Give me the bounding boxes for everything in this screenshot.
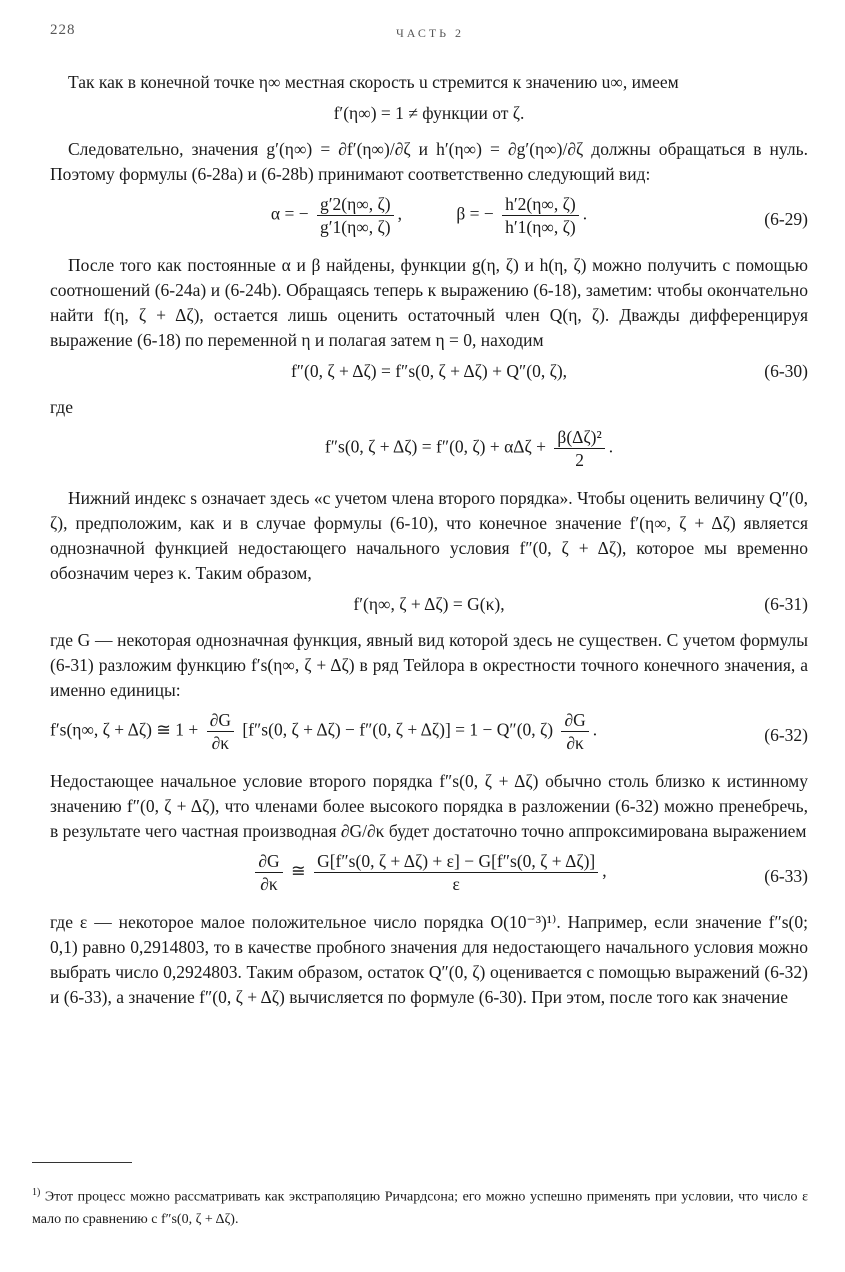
alpha-lhs: α = − [270,203,309,224]
alpha-numerator: g′2(η∞, ζ) [317,193,394,216]
paragraph: Так как в конечной точке η∞ местная скорость u стремится к значению u∞, имеем [68,72,679,92]
equation-number: (6-33) [764,866,808,886]
equation-body: f′s(η∞, ζ + Δζ) ≅ 1 + $\frac{\partial G}{\partial\kappa}$ [f″s(0, ζ + Δζ) − f″(0, ζ + Δζ)] = 1 − Q″(0, ζ) $\frac{\partial G}{\partial\kappa}$ . [50,710,598,753]
eq33-lhs [255,850,282,895]
equation-6-31 [50,592,808,620]
eq32-derivative-2 [561,709,588,754]
equation-body: $\frac{\partial G}{\partial\kappa}$ ≅ $\frac{G[f''s(0, \zeta + \Delta\zeta) + \varepsilon] - G[f''s(0, \zeta + \Delta\zeta)]}{\varepsilon}$ , [251,850,606,895]
paragraph: Нижний индекс s означает здесь «с учетом члена второго порядка». Чтобы оценить величину Q″(0, ζ), предположим, как и в случае формулы (6-10), что конечное значение f′(η∞, ζ + Δζ) является однозначной функцией недостающего начального условия f″(0, ζ + Δζ), которое мы временно обозначим через κ. Таким образом, [50,488,808,583]
equation-number: (6-32) [764,725,808,745]
approx-sign: ≅ [291,860,306,881]
running-title: ЧАСТЬ 2 [395,26,465,40]
equation-6-29 [50,193,808,245]
equation-body: f″s(0, ζ + Δζ) = f″(0, ζ) + αΔζ + $\frac{\text{β(Δζ)²}}{2}$ . [324,427,614,470]
paragraph: где [50,397,73,417]
beta-fraction [502,193,579,238]
eq32-dk: ∂κ [566,733,584,753]
eq32-derivative [207,709,234,754]
alpha-fraction [317,193,394,238]
page-header [0,22,845,46]
footnote-rule [32,1162,132,1163]
footnote-text: Этот процесс можно рассматривать как экстраполяцию Ричардсона; его можно успешно применять при условии, что число ε мало по сравнению с f″s(0, ζ + Δζ). [32,1189,808,1227]
equation-body: α = − $\frac{g'2(\eta\infty, \zeta)}{g'1(\eta\infty, \zeta)}$ , β = − $\frac{h'2(\eta\infty, \zeta)}{h'1(\eta\infty, \zeta)}$ . [270,194,588,237]
alpha-denominator: g′1(η∞, ζ) [319,217,391,237]
paragraph: Недостающее начальное условие второго порядка f″s(0, ζ + Δζ) обычно столь близко к истинному значению f″(0, ζ + Δζ), что членами более высокого порядка в разложении (6-32) можно пренебречь, в результате чего частная производная ∂G/∂κ будет достаточно точно аппроксимирована выражением [50,771,808,841]
equation-body: f″(0, ζ + Δζ) = f″s(0, ζ + Δζ) + Q″(0, ζ), [290,361,568,381]
footnote-mark: 1) [32,1187,41,1198]
equation-6-32 [50,709,808,761]
fs-denominator: 2 [575,450,584,470]
fs-fraction [554,426,604,471]
fs-numerator: β(Δζ)² [554,426,604,449]
eq33-dk: ∂κ [260,874,278,894]
eq32-dg: ∂G [207,709,234,732]
eq33-denominator: ε [452,874,460,894]
main-text [50,70,808,1010]
eq33-numerator: G[f″s(0, ζ + Δζ) + ε] − G[f″s(0, ζ + Δζ)] [314,850,598,873]
eq32-dk: ∂κ [211,733,230,753]
eq32-part-b: [f″s(0, ζ + Δζ) − f″(0, ζ + Δζ)] = 1 − Q″(0, ζ) [242,719,554,740]
eq33-rhs [314,850,598,895]
paragraph: где G — некоторая однозначная функция, явный вид которой здесь не существен. С учетом формулы (6-31) разложим функцию f′s(η∞, ζ + Δζ) в ряд Тейлора в окрестности точного конечного значения, а именно единицы: [50,630,808,700]
fs-lhs: f″s(0, ζ + Δζ) = f″(0, ζ) + αΔζ + [324,436,547,457]
equation-number: (6-30) [764,361,808,381]
beta-denominator: h′1(η∞, ζ) [505,217,576,237]
paragraph: Следовательно, значения g′(η∞) = ∂f′(η∞)/∂ζ и h′(η∞) = ∂g′(η∞)/∂ζ должны обращаться в нуль. Поэтому формулы (6-28a) и (6-28b) принимают соответственно следующий вид: [50,139,808,184]
beta-numerator: h′2(η∞, ζ) [502,193,579,216]
equation-6-30 [50,359,808,387]
equation-fs [50,426,808,478]
equation-f-infinity [50,101,808,129]
paragraph: где ε — некоторое малое положительное число порядка O(10⁻³)¹⁾. Например, если значение f″s(0; 0,1) равно 0,2914803, то в качестве пробного значения для недостающего начального условия можно выбрать число 0,2924803. Таким образом, остаток Q″(0, ζ) оценивается с помощью выражений (6-32) и (6-33), а значение f″(0, ζ + Δζ) вычисляется по формуле (6-30). При этом, после того как значение [50,912,808,1007]
equation-6-33 [50,850,808,902]
equation-body: f′(η∞, ζ + Δζ) = G(κ), [353,594,505,614]
eq32-part-a: f′s(η∞, ζ + Δζ) ≅ 1 + [50,719,199,740]
page-number: 228 [50,22,76,38]
equation-number: (6-29) [764,209,808,229]
eq32-dg: ∂G [561,709,588,732]
footnote [32,1182,808,1231]
equation-body: f′(η∞) = 1 ≠ функции от ζ. [333,103,525,123]
beta-lhs: β = − [456,203,494,224]
paragraph: После того как постоянные α и β найдены, функции g(η, ζ) и h(η, ζ) можно получить с помощью соотношений (6-24a) и (6-24b). Обращаясь теперь к выражению (6-18), заметим: чтобы окончательно найти f(η, ζ + Δζ), остается лишь оценить остаточный член Q(η, ζ). Дважды дифференцируя выражение (6-18) по переменной η и полагая затем η = 0, находим [50,255,808,350]
eq33-dg: ∂G [255,850,282,873]
equation-number: (6-31) [764,594,808,614]
